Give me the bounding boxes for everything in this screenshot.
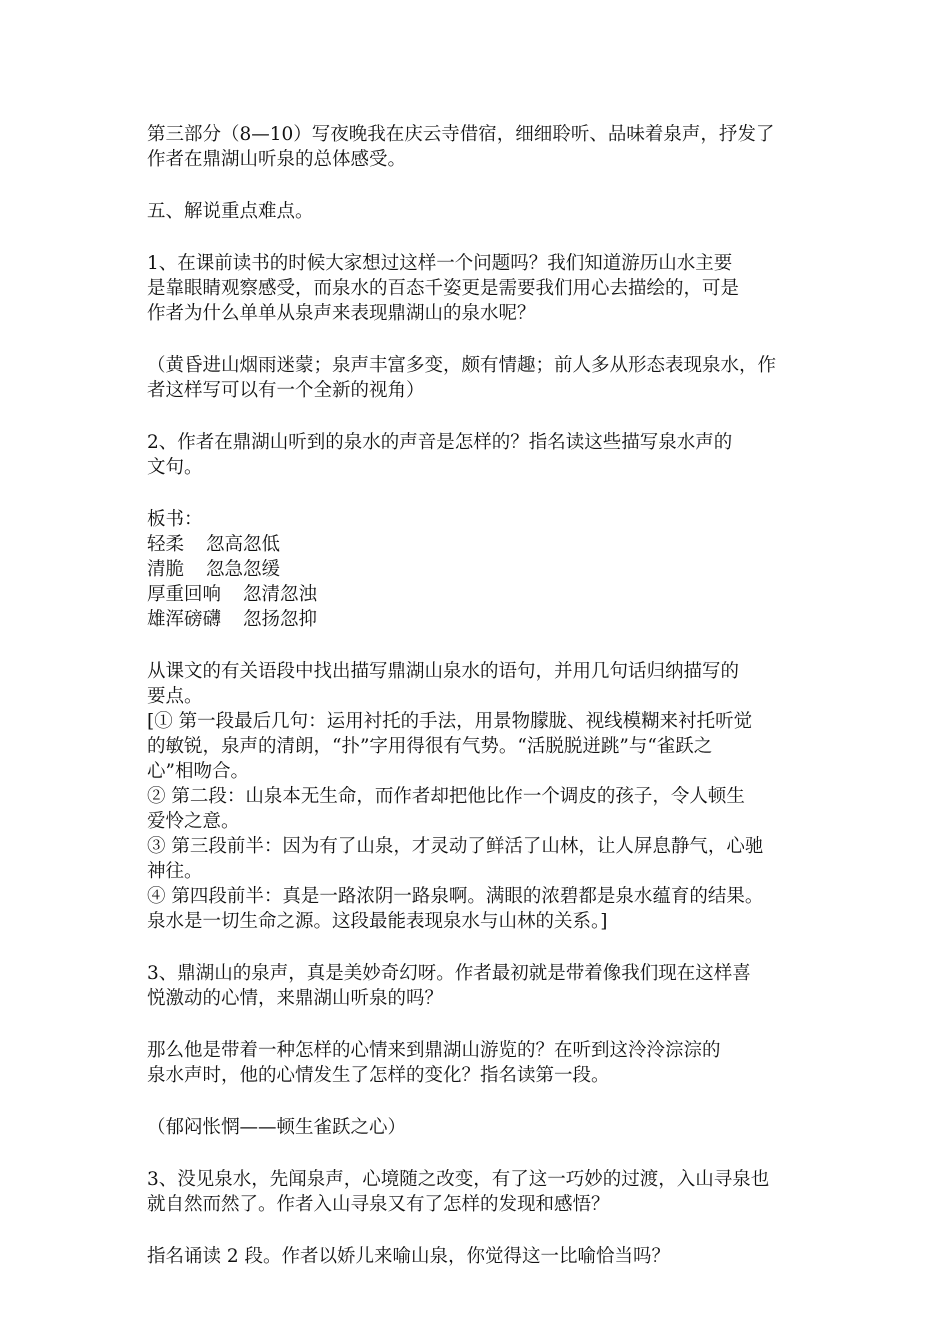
text-line: 那么他是带着一种怎样的心情来到鼎湖山游览的？在听到这泠泠淙淙的 xyxy=(147,1040,721,1061)
text-line: 第三部分（8—10）写夜晚我在庆云寺借宿，细细聆听、品味着泉声，抒发了 xyxy=(147,124,775,145)
text-line: 3、鼎湖山的泉声，真是美妙奇幻呀。作者最初就是带着像我们现在这样喜 xyxy=(147,963,751,984)
text-line: 爱怜之意。 xyxy=(147,811,240,832)
text-line: 的敏锐，泉声的清朗，“扑”字用得很有气势。“活脱脱迸跳”与“雀跃之 xyxy=(147,736,713,757)
text-line: （黄昏进山烟雨迷蒙；泉声丰富多变，颇有情趣；前人多从形态表现泉水，作 xyxy=(147,355,777,376)
paragraph-q3 xyxy=(147,961,837,1011)
paragraph-a1 xyxy=(147,353,837,403)
blackboard-right: 忽清忽浊 xyxy=(243,584,318,605)
text-line: 指名诵读 2 段。作者以娇儿来喻山泉，你觉得这一比喻恰当吗？ xyxy=(147,1246,671,1267)
text-line: 3、没见泉水，先闻泉声，心境随之改变，有了这一巧妙的过渡，入山寻泉也 xyxy=(147,1169,770,1190)
document-page xyxy=(147,122,837,1269)
text-line: 文句。 xyxy=(147,457,203,478)
text-line: 作者为什么单单从泉声来表现鼎湖山的泉水呢？ xyxy=(147,303,536,324)
paragraph-task xyxy=(147,659,837,934)
paragraph-q1 xyxy=(147,251,837,326)
blackboard-row xyxy=(147,607,837,632)
paragraph-part3 xyxy=(147,122,837,172)
text-line: 要点。 xyxy=(147,686,203,707)
text-line: [① 第一段最后几句：运用衬托的手法，用景物朦胧、视线模糊来衬托听觉 xyxy=(147,711,753,732)
text-line: 从课文的有关语段中找出描写鼎湖山泉水的语句，并用几句话归纳描写的 xyxy=(147,661,740,682)
text-line: 五、解说重点难点。 xyxy=(147,201,314,222)
text-line: 1、在课前读书的时候大家想过这样一个问题吗？我们知道游历山水主要 xyxy=(147,253,733,274)
text-line: ③ 第三段前半：因为有了山泉，才灵动了鲜活了山林，让人屏息静气，心驰 xyxy=(147,836,764,857)
paragraph-q3b xyxy=(147,1038,837,1088)
text-line: 是靠眼睛观察感受，而泉水的百态千姿更是需要我们用心去描绘的，可是 xyxy=(147,278,740,299)
text-line: 者这样写可以有一个全新的视角） xyxy=(147,380,425,401)
text-line: 神往。 xyxy=(147,861,203,882)
heading-section5 xyxy=(147,199,837,224)
text-line: 2、作者在鼎湖山听到的泉水的声音是怎样的？指名读这些描写泉水声的 xyxy=(147,432,733,453)
blackboard-left: 清脆 xyxy=(147,559,185,580)
blackboard-left: 雄浑磅礴 xyxy=(147,609,222,630)
blackboard-left: 轻柔 xyxy=(147,534,185,555)
text-line: ④ 第四段前半：真是一路浓阴一路泉啊。满眼的浓碧都是泉水蕴育的结果。 xyxy=(147,886,764,907)
paragraph-q3d xyxy=(147,1244,837,1269)
text-line: 作者在鼎湖山听泉的总体感受。 xyxy=(147,149,407,170)
blackboard-notes xyxy=(147,507,837,632)
blackboard-row xyxy=(147,532,837,557)
blackboard-right: 忽扬忽抑 xyxy=(243,609,318,630)
blackboard-left: 厚重回响 xyxy=(147,584,222,605)
blackboard-title: 板书： xyxy=(147,509,203,530)
text-line: （郁闷怅惘——顿生雀跃之心） xyxy=(147,1117,407,1138)
paragraph-a3 xyxy=(147,1115,837,1140)
text-line: 心”相吻合。 xyxy=(147,761,249,782)
text-line: ② 第二段：山泉本无生命，而作者却把他比作一个调皮的孩子，令人顿生 xyxy=(147,786,745,807)
text-line: 泉水是一切生命之源。这段最能表现泉水与山林的关系。] xyxy=(147,911,608,932)
paragraph-q2 xyxy=(147,430,837,480)
blackboard-row xyxy=(147,557,837,582)
blackboard-right: 忽急忽缓 xyxy=(206,559,281,580)
text-line: 泉水声时，他的心情发生了怎样的变化？指名读第一段。 xyxy=(147,1065,610,1086)
paragraph-q3c xyxy=(147,1167,837,1217)
text-line: 悦激动的心情，来鼎湖山听泉的吗？ xyxy=(147,988,444,1009)
text-line: 就自然而然了。作者入山寻泉又有了怎样的发现和感悟？ xyxy=(147,1194,610,1215)
blackboard-row xyxy=(147,582,837,607)
blackboard-right: 忽高忽低 xyxy=(206,534,281,555)
